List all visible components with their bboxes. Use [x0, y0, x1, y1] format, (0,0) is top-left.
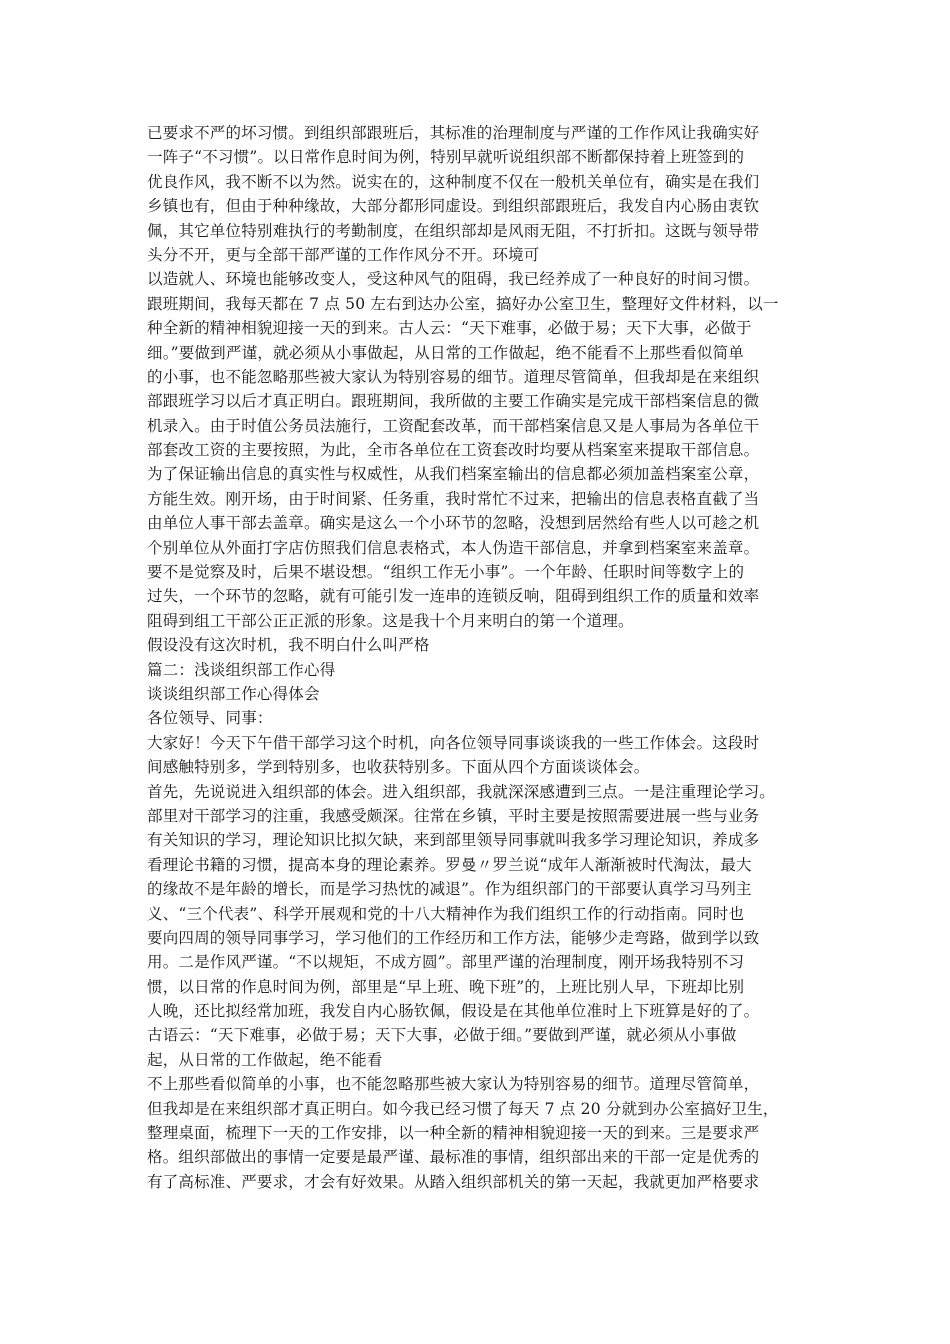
- text-line: 部跟班学习以后才真正明白。跟班期间，我所做的主要工作确实是完成干部档案信息的微: [147, 392, 760, 411]
- text-line: 种全新的精神相貌迎接一天的到来。古人云：“天下难事，必做于易；天下大事，必做于: [147, 319, 752, 338]
- text-line: 要向四周的领导同事学习，学习他们的工作经历和工作方法，能够少走弯路，做到学以致: [147, 928, 760, 947]
- text-line: 乡镇也有，但由于种种缘故，大部分都形同虚设。到组织部跟班后，我发自内心肠由衷钦: [147, 197, 760, 216]
- text-line: 古语云：“天下难事，必做于易；天下大事，必做于细。”要做到严谨，就必须从小事做: [147, 1026, 737, 1045]
- text-line: 过失，一个环节的忽略，就有可能引发一连串的连锁反响，阻碍到组织工作的质量和效率: [147, 587, 760, 606]
- text-line: 部套改工资的主要按照，为此，全市各单位在工资套改时均要从档案室来提取干部信息。: [147, 441, 760, 460]
- text-line: 跟班期间，我每天都在 7 点 50 左右到达办公室，搞好办公室卫生，整理好文件材料，以一: [147, 294, 779, 313]
- text-line: 头分不开，更与全部干部严谨的工作作风分不开。环境可: [147, 245, 540, 264]
- text-line: 但我却是在来组织部才真正明白。如今我已经习惯了每天 7 点 20 分就到办公室搞好卫生，: [147, 1099, 779, 1118]
- text-line: 不上那些看似简单的小事，也不能忽略那些被大家认为特别容易的细节。道理尽管简单，: [147, 1075, 760, 1094]
- section-heading: 篇二：浅谈组织部工作心得: [147, 660, 336, 679]
- text-line: 已要求不严的坏习惯。到组织部跟班后，其标准的治理制度与严谨的工作作风让我确实好: [147, 124, 760, 142]
- text-line: 以造就人、环境也能够改变人，受这种风气的阻碍，我已经养成了一种良好的时间习惯。: [147, 270, 760, 289]
- text-line: 由单位人事干部去盖章。确实是这么一个小环节的忽略，没想到居然给有些人以可趁之机: [147, 514, 760, 533]
- text-line: 义、“三个代表”、科学开展观和党的十八大精神作为我们组织工作的行动指南。同时也: [147, 904, 745, 923]
- text-line: 个别单位从外面打字店仿照我们信息表格式，本人伪造干部信息，并拿到档案室来盖章。: [147, 538, 760, 557]
- text-line: 的小事，也不能忽略那些被大家认为特别容易的细节。道理尽管简单，但我却是在来组织: [147, 367, 760, 386]
- text-line: 为了保证输出信息的真实性与权威性，从我们档案室输出的信息都必须加盖档案室公章，: [147, 465, 760, 484]
- text-line: 有关知识的学习，理论知识比拟欠缺，来到部里领导同事就叫我多学习理论知识，养成多: [147, 831, 760, 850]
- text-line: 的缘故不是年龄的增长，而是学习热忱的减退”。作为组织部门的干部要认真学习马列主: [147, 880, 752, 899]
- section-title: 谈谈组织部工作心得体会: [147, 684, 320, 703]
- text-line: 一阵子“不习惯”。以日常作息时间为例，特别早就听说组织部不断都保持着上班签到的: [147, 148, 745, 167]
- text-line: 阻碍到组工干部公正正派的形象。这是我十个月来明白的第一个道理。: [147, 611, 634, 630]
- document-body: [147, 121, 817, 1194]
- text-line: 假设没有这次时机，我不明白什么叫严格: [147, 636, 430, 655]
- text-line: 要不是觉察及时，后果不堪设想。“组织工作无小事”。一个年龄、任职时间等数字上的: [147, 563, 745, 582]
- text-line: 整理桌面，梳理下一天的工作安排，以一种全新的精神相貌迎接一天的到来。三是要求严: [147, 1124, 760, 1143]
- text-line: 首先，先说说进入组织部的体会。进入组织部，我就深深感遭到三点。一是注重理论学习。: [147, 782, 776, 801]
- text-line: 看理论书籍的习惯，提高本身的理论素养。罗曼〃罗兰说“成年人渐渐被时代淘汰，最大: [147, 855, 752, 874]
- text-line: 用。二是作风严谨。“不以规矩，不成方圆”。部里严谨的治理制度，刚开场我特别不习: [147, 953, 745, 972]
- text-line: 惯，以日常的作息时间为例，部里是“早上班、晚下班”的，上班比别人早，下班却比别: [147, 977, 745, 996]
- text-line: 有了高标准、严要求，才会有好效果。从踏入组织部机关的第一天起，我就更加严格要求: [147, 1172, 760, 1191]
- text-line: 细。”要做到严谨，就必须从小事做起，从日常的工作做起，绝不能看不上那些看似简单: [147, 343, 744, 362]
- text-line: 机录入。由于时值公务员法施行，工资配套改革，而干部档案信息又是人事局为各单位干: [147, 416, 760, 435]
- text-line: 间感触特别多，学到特别多，也收获特别多。下面从四个方面谈谈体会。: [147, 758, 650, 777]
- text-line: 方能生效。刚开场，由于时间紧、任务重，我时常忙不过来，把输出的信息表格直截了当: [147, 489, 760, 508]
- text-line: 大家好！今天下午借干部学习这个时机，向各位领导同事谈谈我的一些工作体会。这段时: [147, 733, 760, 752]
- text-line: 部里对干部学习的注重，我感受颇深。往常在乡镇，平时主要是按照需要进展一些与业务: [147, 806, 760, 825]
- text-line: 人晚，还比拟经常加班，我发自内心肠钦佩，假设是在其他单位准时上下班算是好的了。: [147, 1002, 760, 1021]
- text-line: 佩，其它单位特别难执行的考勤制度，在组织部却是风雨无阻，不打折扣。这既与领导带: [147, 221, 760, 240]
- text-line: 起，从日常的工作做起，绝不能看: [147, 1050, 383, 1069]
- salutation: 各位领导、同事：: [147, 709, 273, 728]
- text-line: 优良作风，我不断不以为然。说实在的，这种制度不仅在一般机关单位有，确实是在我们: [147, 172, 760, 191]
- text-line: 格。组织部做出的事情一定要是最严谨、最标准的事情，组织部出来的干部一定是优秀的: [147, 1148, 760, 1167]
